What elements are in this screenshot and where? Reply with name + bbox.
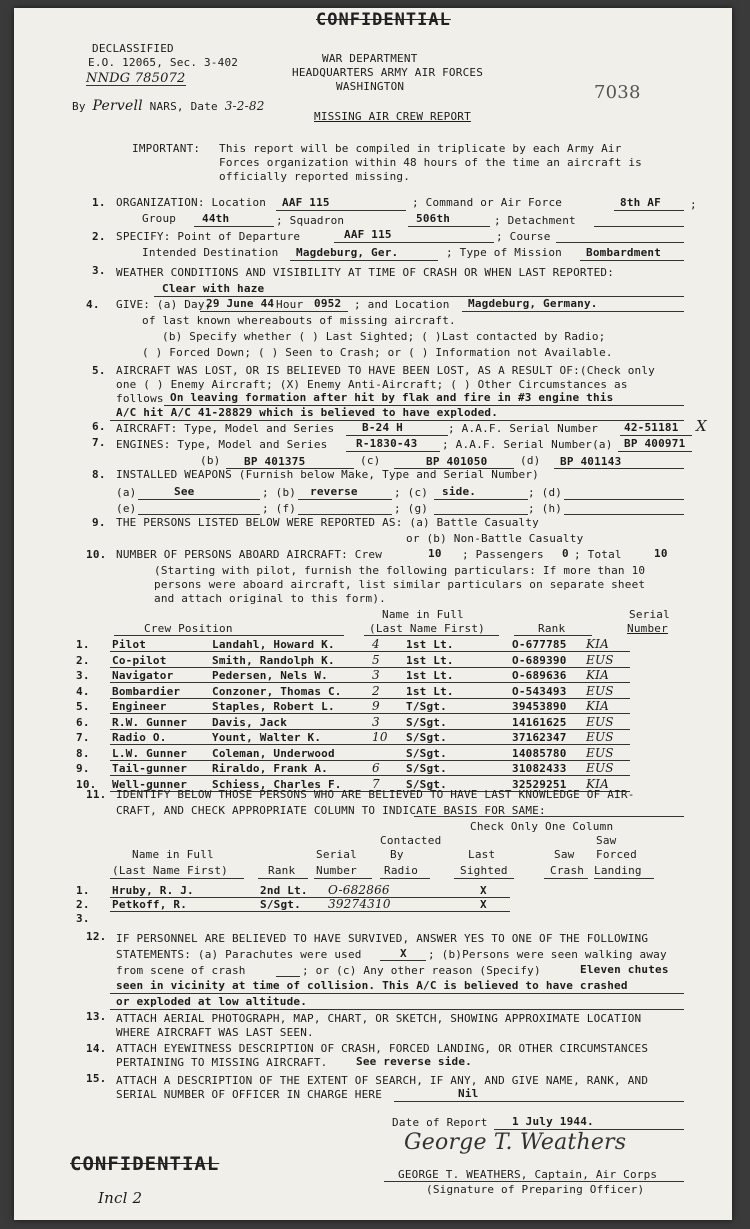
crew-h-name1: Name in Full bbox=[382, 608, 464, 621]
s1-org-label: ORGANIZATION: Location bbox=[116, 196, 267, 209]
crew-row-position: R.W. Gunner bbox=[112, 715, 188, 729]
important-line2: Forces organization within 48 hours of the time an aircraft is bbox=[219, 156, 642, 169]
crew-row-name: Davis, Jack bbox=[212, 715, 288, 729]
s13-line2: WHERE AIRCRAFT WAS LAST SEEN. bbox=[116, 1026, 314, 1039]
declass-name: Pervell bbox=[92, 98, 143, 114]
crew-row-name: Staples, Robert L. bbox=[212, 700, 335, 713]
s10-line2: (Starting with pilot, furnish the following particulars: If more than 10 bbox=[154, 564, 646, 577]
crew-row-serial: 14161625 bbox=[512, 715, 567, 729]
s9-line1: THE PERSONS LISTED BELOW WERE REPORTED AS: (a) Battle Casualty bbox=[116, 516, 539, 529]
s1-num: 1. bbox=[92, 196, 106, 209]
crew-row-position: Navigator bbox=[112, 669, 174, 682]
s8-c-label: ; (c) bbox=[394, 486, 429, 499]
crew-row-mark: 2 bbox=[372, 683, 380, 698]
crew-row-status: EUS bbox=[586, 714, 614, 729]
crew-row-position: Pilot bbox=[112, 638, 147, 651]
s11-h-name2: (Last Name First) bbox=[112, 864, 228, 877]
s8-h-label: ; (h) bbox=[528, 502, 563, 515]
crew-row-rank: 1st Lt. bbox=[406, 684, 454, 698]
witness-row-number: 1. bbox=[76, 884, 90, 897]
s12-line3-label: from scene of crash bbox=[116, 964, 246, 977]
confidential-stamp-bottom: CONFIDENTIAL bbox=[70, 1153, 220, 1175]
crew-row-name: Landahl, Howard K. bbox=[212, 638, 335, 651]
s7-type: R-1830-43 bbox=[356, 437, 418, 450]
crew-row-mark: 3 bbox=[372, 714, 380, 729]
s15-nil: Nil bbox=[458, 1087, 479, 1100]
confidential-stamp-top: CONFIDENTIAL bbox=[316, 10, 451, 30]
s11-check: Check Only One Column bbox=[470, 820, 614, 833]
crew-row-rank: 1st Lt. bbox=[406, 638, 454, 651]
crew-row-serial: O-689390 bbox=[512, 653, 567, 667]
s4-day-label: GIVE: (a) Day, bbox=[116, 298, 212, 311]
crew-h-name2: (Last Name First) bbox=[369, 622, 485, 635]
s12-line2-label: STATEMENTS: (a) Parachutes were used bbox=[116, 948, 362, 961]
report-title: MISSING AIR CREW REPORT bbox=[314, 110, 471, 123]
crew-row-number: 6. bbox=[76, 715, 90, 729]
crew-row-name: Smith, Randolph K. bbox=[212, 653, 335, 667]
s8-b-label: ; (b) bbox=[262, 486, 297, 499]
crew-row-status: EUS bbox=[586, 683, 614, 698]
s5-line2: one ( ) Enemy Aircraft; (X) Enemy Anti-Aircraft; ( ) Other Circumstances as bbox=[116, 378, 628, 391]
s15-line2: SERIAL NUMBER OF OFFICER IN CHARGE HERE bbox=[116, 1088, 383, 1101]
s8-weapons-label: INSTALLED WEAPONS (Furnish below Make, Type and Serial Number) bbox=[116, 468, 539, 481]
s2-departure-label: SPECIFY: Point of Departure bbox=[116, 230, 301, 243]
crew-row-number: 3. bbox=[76, 669, 90, 682]
crew-row-name: Pedersen, Nels W. bbox=[212, 669, 328, 682]
important-line1: This report will be compiled in triplicate by each Army Air bbox=[219, 142, 622, 155]
crew-row-rank: 1st Lt. bbox=[406, 653, 454, 667]
witness-row-rank: S/Sgt. bbox=[260, 898, 301, 911]
s15-line1: ATTACH A DESCRIPTION OF THE EXTENT OF SEARCH, IF ANY, AND GIVE NAME, RANK, AND bbox=[116, 1074, 649, 1087]
crew-row-mark: 10 bbox=[372, 730, 388, 744]
s7-a: BP 400971 bbox=[624, 437, 686, 450]
important-label: IMPORTANT: bbox=[132, 142, 201, 155]
s4-location: Magdeburg, Germany. bbox=[468, 297, 598, 310]
s4-day: 29 June 44 bbox=[206, 297, 275, 310]
s11-line2: CRAFT, AND CHECK APPROPRIATE COLUMN TO INDICATE BASIS FOR SAME: bbox=[116, 804, 546, 817]
s7-b-label: (b) bbox=[200, 454, 221, 467]
s10-line4: and attach original to this form). bbox=[154, 592, 386, 605]
s1-group: 44th bbox=[202, 212, 230, 225]
s7-d-label: (d) bbox=[520, 454, 541, 467]
crew-row-number: 2. bbox=[76, 653, 90, 667]
witness-row-last-sighted: X bbox=[480, 898, 487, 911]
witness-row-number: 2. bbox=[76, 898, 90, 911]
s1-command: 8th AF bbox=[620, 196, 661, 209]
s10-passengers: 0 bbox=[562, 547, 569, 560]
s1-semicolon: ; bbox=[690, 198, 697, 211]
crew-row-serial: O-689636 bbox=[512, 669, 567, 682]
s1-detachment-label: ; Detachment bbox=[494, 214, 576, 227]
s5-num: 5. bbox=[92, 364, 106, 377]
crew-row-mark: 4 bbox=[372, 637, 380, 651]
crew-row-status: KIA bbox=[586, 699, 609, 713]
crew-row-serial: O-543493 bbox=[512, 684, 567, 698]
crew-row-position: Engineer bbox=[112, 700, 167, 713]
declass-line2: E.O. 12065, Sec. 3-402 bbox=[88, 56, 239, 69]
s2-destination-label: Intended Destination bbox=[142, 246, 279, 259]
s11-h-contacted3: Radio bbox=[384, 864, 419, 877]
s10-crew-label: NUMBER OF PERSONS ABOARD AIRCRAFT: Crew bbox=[116, 548, 383, 561]
date-label: Date of Report bbox=[392, 1116, 488, 1129]
s7-c: BP 401050 bbox=[426, 455, 488, 468]
witness-row-rank: 2nd Lt. bbox=[260, 884, 308, 897]
s13-line1: ATTACH AERIAL PHOTOGRAPH, MAP, CHART, OR SKETCH, SHOWING APPROXIMATE LOCATION bbox=[116, 1012, 642, 1025]
header-hq: HEADQUARTERS ARMY AIR FORCES bbox=[292, 66, 484, 79]
s11-h-forced3: Landing bbox=[594, 864, 642, 877]
crew-row-position: Radio O. bbox=[112, 731, 167, 744]
s10-total: 10 bbox=[654, 547, 668, 560]
crew-row-name: Riraldo, Frank A. bbox=[212, 762, 328, 775]
s8-e-label: (e) bbox=[116, 502, 137, 515]
declass-date: 3-2-82 bbox=[224, 99, 265, 113]
s10-num: 10. bbox=[86, 548, 107, 561]
crew-row-serial: 32529251 bbox=[512, 777, 567, 791]
s2-course-label: ; Course bbox=[496, 230, 551, 243]
s2-mission: Bombardment bbox=[586, 246, 662, 259]
crew-row-number: 1. bbox=[76, 638, 90, 651]
s11-h-saw2: Crash bbox=[550, 864, 585, 877]
s5-line1: AIRCRAFT WAS LOST, OR IS BELIEVED TO HAVE BEEN LOST, AS A RESULT OF:(Check only bbox=[116, 364, 655, 377]
crew-h-serial2: Number bbox=[627, 622, 668, 635]
s9-num: 9. bbox=[92, 516, 106, 529]
signature-image: George T. Weathers bbox=[404, 1130, 627, 1155]
crew-row-status: KIA bbox=[586, 637, 609, 651]
report-page bbox=[14, 8, 732, 1220]
s12-parachutes: X bbox=[400, 947, 407, 960]
witness-row-number: 3. bbox=[76, 912, 90, 925]
s8-num: 8. bbox=[92, 468, 106, 481]
s3-num: 3. bbox=[92, 264, 106, 277]
s11-h-contacted2: By bbox=[390, 848, 404, 861]
s14-line2: PERTAINING TO MISSING AIRCRAFT. bbox=[116, 1056, 328, 1069]
signer-name: GEORGE T. WEATHERS, Captain, Air Corps bbox=[398, 1168, 658, 1181]
s14-reverse: See reverse side. bbox=[356, 1055, 472, 1068]
witness-row-name: Petkoff, R. bbox=[112, 898, 188, 911]
s8-a: See bbox=[174, 485, 195, 498]
witness-row-serial: 39274310 bbox=[328, 897, 391, 911]
s1-location: AAF 115 bbox=[282, 196, 330, 209]
s4-line3: (b) Specify whether ( ) Last Sighted; ( )Last contacted by Radio; bbox=[162, 330, 606, 343]
s7-engines-label: ENGINES: Type, Model and Series bbox=[116, 438, 328, 451]
s7-d: BP 401143 bbox=[560, 455, 622, 468]
s4-hour-label: Hour bbox=[276, 298, 304, 311]
crew-row-name: Schiess, Charles F. bbox=[212, 777, 342, 791]
crew-row-status: EUS bbox=[586, 652, 614, 667]
s2-destination: Magdeburg, Ger. bbox=[296, 246, 399, 259]
witness-row-last-sighted: X bbox=[480, 884, 487, 897]
s6-num: 6. bbox=[92, 420, 106, 433]
s1-squadron-label: ; Squadron bbox=[276, 214, 345, 227]
s5-line3: On leaving formation after hit by flak and fire in #3 engine this bbox=[170, 391, 614, 404]
s8-d-label: ; (d) bbox=[528, 486, 563, 499]
s8-c: side. bbox=[442, 485, 477, 498]
signer-caption: (Signature of Preparing Officer) bbox=[426, 1183, 645, 1196]
s14-num: 14. bbox=[86, 1042, 107, 1055]
s7-b: BP 401375 bbox=[244, 455, 306, 468]
crew-row-name: Yount, Walter K. bbox=[212, 731, 322, 744]
crew-row-name: Coleman, Underwood bbox=[212, 746, 335, 760]
s2-mission-label: ; Type of Mission bbox=[446, 246, 562, 259]
s11-h-last1: Last bbox=[468, 848, 496, 861]
crew-row-rank: S/Sgt. bbox=[406, 746, 447, 760]
crew-row-status: EUS bbox=[586, 761, 614, 775]
crew-h-serial1: Serial bbox=[629, 608, 670, 621]
s12-num: 12. bbox=[86, 930, 107, 943]
crew-row-serial: 37162347 bbox=[512, 731, 567, 744]
s1-group-label: Group bbox=[142, 212, 177, 225]
crew-row-mark: 6 bbox=[372, 761, 380, 775]
s13-num: 13. bbox=[86, 1010, 107, 1023]
declass-line3: NNDG 785072 bbox=[86, 71, 186, 86]
doc-number: 7038 bbox=[594, 82, 641, 103]
crew-row-serial: 39453890 bbox=[512, 700, 567, 713]
s1-squadron: 506th bbox=[416, 212, 451, 225]
crew-row-position: L.W. Gunner bbox=[112, 746, 188, 760]
s5-line3-label: follows bbox=[116, 392, 164, 405]
s6-type: B-24 H bbox=[362, 421, 403, 434]
s11-num: 11. bbox=[86, 788, 107, 801]
s4-num: 4. bbox=[86, 298, 100, 311]
s11-h-forced2: Forced bbox=[596, 848, 637, 861]
crew-row-position: Tail-gunner bbox=[112, 762, 188, 775]
crew-row-rank: S/Sgt. bbox=[406, 762, 447, 775]
declass-by: By bbox=[72, 100, 86, 113]
s10-passengers-label: ; Passengers bbox=[462, 548, 544, 561]
crew-row-number: 7. bbox=[76, 731, 90, 744]
s11-h-forced1: Saw bbox=[596, 834, 617, 847]
crew-row-number: 10. bbox=[76, 777, 97, 791]
crew-row-position: Well-gunner bbox=[112, 777, 188, 791]
crew-row-number: 8. bbox=[76, 746, 90, 760]
crew-row-status: EUS bbox=[586, 730, 614, 744]
s8-f-label: ; (f) bbox=[262, 502, 297, 515]
s6-mark: X bbox=[696, 417, 707, 435]
s12-line4: seen in vicinity at time of collision. This A/C is believed to have crashed bbox=[116, 979, 628, 992]
s4-line4: ( ) Forced Down; ( ) Seen to Crash; or ( ) Information not Available. bbox=[142, 346, 613, 359]
s8-b: reverse bbox=[310, 485, 358, 498]
report-date: 1 July 1944. bbox=[512, 1115, 594, 1128]
s12-line5: or exploded at low altitude. bbox=[116, 995, 308, 1008]
crew-row-number: 5. bbox=[76, 700, 90, 713]
header-war-department: WAR DEPARTMENT bbox=[322, 52, 418, 65]
crew-row-rank: S/Sgt. bbox=[406, 777, 447, 791]
crew-h-rank: Rank bbox=[538, 622, 566, 635]
crew-row-status: KIA bbox=[586, 668, 609, 682]
s6-serial: 42-51181 bbox=[624, 421, 679, 434]
s1-command-label: ; Command or Air Force bbox=[412, 196, 563, 209]
s2-departure: AAF 115 bbox=[344, 228, 392, 241]
s4-location-label: ; and Location bbox=[354, 298, 450, 311]
crew-row-rank: S/Sgt. bbox=[406, 715, 447, 729]
s7-serial-label: ; A.A.F. Serial Number(a) bbox=[442, 438, 613, 451]
s11-h-last2: Sighted bbox=[460, 864, 508, 877]
crew-h-position: Crew Position bbox=[144, 622, 233, 635]
s8-g-label: ; (g) bbox=[394, 502, 429, 515]
important-line3: officially reported missing. bbox=[219, 170, 411, 183]
crew-row-position: Co-pilot bbox=[112, 653, 167, 667]
s12-line3b: ; or (c) Any other reason (Specify) bbox=[302, 964, 541, 977]
crew-row-number: 9. bbox=[76, 762, 90, 775]
s12-line3c: Eleven chutes bbox=[580, 963, 669, 976]
declass-line4 bbox=[72, 100, 265, 113]
crew-row-mark: 5 bbox=[372, 652, 380, 667]
crew-row-rank: T/Sgt. bbox=[406, 700, 447, 713]
s11-h-serial2: Number bbox=[316, 864, 357, 877]
crew-row-status: KIA bbox=[586, 776, 609, 791]
crew-row-mark: 9 bbox=[372, 699, 380, 713]
s14-line1: ATTACH EYEWITNESS DESCRIPTION OF CRASH, FORCED LANDING, OR OTHER CIRCUMSTANCES bbox=[116, 1042, 649, 1055]
crew-row-serial: 14085780 bbox=[512, 746, 567, 760]
s6-serial-label: ; A.A.F. Serial Number bbox=[448, 422, 599, 435]
crew-row-name: Conzoner, Thomas C. bbox=[212, 684, 342, 698]
crew-row-mark: 3 bbox=[372, 668, 380, 682]
s9-line2: or (b) Non-Battle Casualty bbox=[406, 532, 584, 545]
s10-line3: persons were aboard aircraft, list similar particulars on separate sheet bbox=[154, 578, 646, 591]
s11-h-contacted1: Contacted bbox=[380, 834, 442, 847]
declass-line1: DECLASSIFIED bbox=[92, 42, 174, 55]
s5-line4: A/C hit A/C 41-28829 which is believed to have exploded. bbox=[116, 406, 499, 419]
s12-line2b: ; (b)Persons were seen walking away bbox=[428, 948, 667, 961]
crew-row-position: Bombardier bbox=[112, 684, 181, 698]
crew-row-serial: O-677785 bbox=[512, 638, 567, 651]
witness-row-serial: O-682866 bbox=[328, 883, 390, 897]
s10-total-label: ; Total bbox=[574, 548, 622, 561]
s6-aircraft-label: AIRCRAFT: Type, Model and Series bbox=[116, 422, 335, 435]
crew-row-mark: 7 bbox=[372, 776, 380, 791]
s10-crew: 10 bbox=[428, 547, 442, 560]
crew-row-number: 4. bbox=[76, 684, 90, 698]
crew-row-serial: 31082433 bbox=[512, 762, 567, 775]
s11-h-saw1: Saw bbox=[554, 848, 575, 861]
s8-a-label: (a) bbox=[116, 486, 137, 499]
witness-row-name: Hruby, R. J. bbox=[112, 884, 194, 897]
s11-h-rank: Rank bbox=[268, 864, 296, 877]
s11-h-name1: Name in Full bbox=[132, 848, 214, 861]
s15-num: 15. bbox=[86, 1072, 107, 1085]
s7-num: 7. bbox=[92, 436, 106, 449]
s4-line2: of last known whereabouts of missing aircraft. bbox=[142, 314, 456, 327]
s4-hour: 0952 bbox=[314, 297, 342, 310]
crew-row-status: EUS bbox=[586, 745, 614, 760]
s3-weather: Clear with haze bbox=[162, 282, 265, 295]
header-washington: WASHINGTON bbox=[336, 80, 405, 93]
declass-nars: NARS, Date bbox=[149, 100, 218, 113]
s11-line1: IDENTIFY BELOW THOSE PERSONS WHO ARE BELIEVED TO HAVE LAST KNOWLEDGE OF AIR- bbox=[116, 788, 635, 801]
s7-c-label: (c) bbox=[360, 454, 381, 467]
s12-line1: IF PERSONNEL ARE BELIEVED TO HAVE SURVIVED, ANSWER YES TO ONE OF THE FOLLOWING bbox=[116, 932, 649, 945]
crew-row-rank: 1st Lt. bbox=[406, 669, 454, 682]
s3-weather-label: WEATHER CONDITIONS AND VISIBILITY AT TIME OF CRASH OR WHEN LAST REPORTED: bbox=[116, 266, 615, 279]
crew-row-rank: S/Sgt. bbox=[406, 731, 447, 744]
initials: Incl 2 bbox=[98, 1189, 143, 1207]
s11-h-serial1: Serial bbox=[316, 848, 357, 861]
s2-num: 2. bbox=[92, 230, 106, 243]
